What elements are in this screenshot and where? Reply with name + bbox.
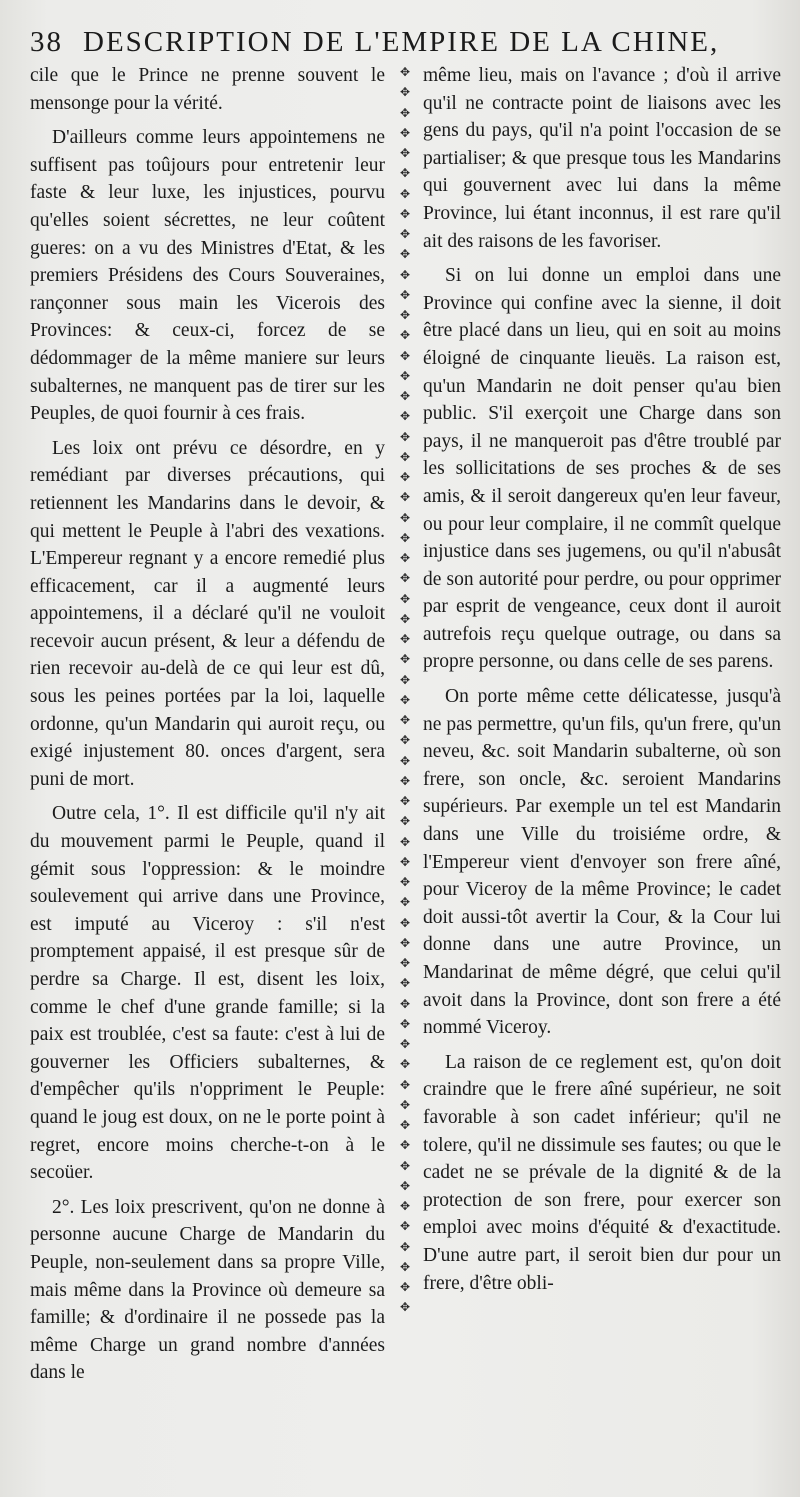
ornament-glyph: ✥ (399, 713, 411, 727)
ornament-glyph: ✥ (399, 65, 411, 79)
ornament-glyph: ✥ (399, 389, 411, 403)
ornament-glyph: ✥ (399, 1239, 411, 1254)
paragraph: On porte même cette délicatesse, jusqu'à ne pas permettre, qu'un fils, qu'un frere, qu'un neveu, &c. soit Mandarin subalterne, où son frere, son oncle, &c. seroient Mandarins supérieurs. Par exemple un tel est Mandarin dans une Ville du troisiéme ordre, & l'Empereur vient d'envoyer son frere aîné, pour Viceroy de la même Province; le cadet doit aussi-tôt avertir la Cour, & la Cour lui donne dans une autre Province, un Mandarinat de même dégré, que celui qu'il avoit dans la Province, dont son frere a été nommé Viceroy. (423, 686, 781, 1039)
ornament-glyph: ✥ (399, 652, 411, 667)
ornament-glyph: ✥ (399, 854, 411, 869)
ornament-glyph: ✥ (399, 1097, 411, 1112)
right-column (423, 62, 781, 1297)
running-head (30, 22, 800, 62)
paragraph: D'ailleurs comme leurs appointemens ne suffisent pas toûjours pour entretenir leur faste & leur luxe, les injustices, pourvu qu'elles soient sécrettes, ne leur coûtent gueres: on a vu des Ministres d'Etat, & les premiers Présidens des Cours Souveraines, rançonner sous main les Vicerois des Provinces: & ceux-ci, forcez de se dédommager de la même maniere sur leurs subalternes, ne manquent pas de tirer sur les Peuples, de quoi fournir à ces frais. (30, 127, 385, 425)
paragraph: Outre cela, 1°. Il est difficile qu'il n'y ait du mouvement parmi le Peuple, quand il gémit sous l'oppression: & le moindre soulevement qui arrive dans une Province, est imputé au Viceroy : s'il n'est promptement appaisé, il est presque sûr de perdre sa Charge. Il est, disent les loix, comme le chef d'une grande famille; si la paix est troublée, c'est sa faute: c'est à lui de gouverner les Officiers subalternes, & d'empêcher qu'ils n'oppriment le Peuple: quand le joug est doux, on ne le porte point à regret, encore moins cherche-t-on à le secoüer. (30, 803, 385, 1184)
ornament-glyph: ✥ (399, 328, 411, 343)
ornament-glyph: ✥ (399, 632, 411, 646)
ornament-glyph: ✥ (399, 186, 411, 201)
ornament-glyph: ✥ (399, 875, 411, 889)
ornament-glyph: ✥ (399, 1158, 411, 1173)
paragraph: La raison de ce reglement est, qu'on doit craindre que le frere aîné supérieur, ne soit favorable à son cadet inférieur; qu'il ne tolere, qu'il ne dissimule ses fautes; ou que le cadet ne se prévale de la dignité & de la protection de son frere, pour exercer son emploi avec moins d'équité & d'exactitude. D'une autre part, il seroit bien dur pour un frere, d'être obli- (423, 1051, 781, 1294)
ornament-glyph: ✥ (399, 1138, 411, 1153)
ornament-glyph: ✥ (399, 449, 411, 464)
ornament-glyph: ✥ (399, 773, 411, 788)
ornament-glyph: ✥ (399, 227, 411, 241)
ornament-glyph: ✥ (399, 692, 411, 707)
ornament-glyph: ✥ (399, 470, 411, 484)
ornament-glyph: ✥ (399, 1178, 411, 1193)
ornament-glyph: ✥ (399, 125, 411, 140)
paragraph: Les loix ont prévu ce désordre, en y remédiant par diverses précautions, qui retiennent les Mandarins dans le devoir, & qui mettent le Peuple à l'abri des vexations. L'Empereur regnant y a encore remedié plus efficacement, car il a augmenté leurs appointemens, il a déclaré qu'il ne vouloit recevoir aucun présent, & leur a défendu de rien recevoir au-delà de ce qui leur est dû, sous les peines portées par la loi, laquelle ordonne, qu'un Mandarin qui auroit reçu, ou exigé injustement 80. onces d'argent, sera puni de mort. (30, 437, 385, 790)
ornament-glyph: ✥ (399, 1077, 411, 1092)
ornament-glyph: ✥ (399, 146, 411, 160)
ornament-glyph: ✥ (399, 1219, 411, 1234)
ornament-glyph: ✥ (399, 794, 411, 808)
ornament-glyph: ✥ (399, 915, 411, 930)
ornament-glyph: ✥ (399, 551, 411, 565)
paragraph: cile que le Prince ne prenne souvent le mensonge pour la vérité. (30, 65, 385, 114)
ornament-glyph: ✥ (399, 368, 411, 383)
ornament-glyph: ✥ (399, 1280, 411, 1294)
paragraph: Si on lui donne un emploi dans une Province qui confine avec la sienne, il doit être placé dans un lieu, qui en soit au moins éloigné de cinquante lieuës. La raison est, qu'un Mandarin ne doit penser qu'au bien public. S'il exerçoit une Charge dans son pays, il ne manqueroit pas d'être troublé par les sollicitations de ses proches & de ses amis, & il seroit dangereux qu'en leur faveur, ou pour leur complaire, il ne commît quelque injustice dans ses jugemens, ou qu'il n'abusât de son autorité pour perdre, ou pour opprimer par esprit de vengeance, ceux dont il auroit autrefois reçu quelque outrage, ou dans sa propre personne, ou dans celle de ses parens. (423, 265, 781, 673)
ornament-glyph: ✥ (399, 1016, 411, 1031)
ornament-glyph: ✥ (399, 530, 411, 545)
column-divider-ornament (396, 66, 414, 1316)
paragraph: 2°. Les loix prescrivent, qu'on ne donne à personne aucune Charge de Mandarin du Peuple, non-seulement dans sa propre Ville, mais même dans la Province où demeure sa famille; & d'ordinaire il ne possede pas la même Charge un grand nombre d'années dans le (30, 1196, 385, 1384)
ornament-glyph: ✥ (399, 1199, 411, 1213)
ornament-glyph: ✥ (399, 1057, 411, 1072)
ornament-glyph: ✥ (399, 1300, 411, 1315)
ornament-glyph: ✥ (399, 571, 411, 586)
ornament-glyph: ✥ (399, 348, 411, 363)
ornament-glyph: ✥ (399, 206, 411, 221)
ornament-glyph: ✥ (399, 105, 411, 120)
ornament-glyph: ✥ (399, 996, 411, 1011)
ornament-glyph: ✥ (399, 956, 411, 970)
ornament-glyph: ✥ (399, 166, 411, 181)
ornament-glyph: ✥ (399, 611, 411, 626)
ornament-glyph: ✥ (399, 1118, 411, 1132)
ornament-glyph: ✥ (399, 591, 411, 606)
ornament-glyph: ✥ (399, 753, 411, 768)
ornament-glyph: ✥ (399, 409, 411, 424)
ornament-glyph: ✥ (399, 935, 411, 950)
ornament-glyph: ✥ (399, 308, 411, 322)
ornament-glyph: ✥ (399, 834, 411, 849)
left-column (30, 62, 385, 1387)
running-title: DESCRIPTION DE L'EMPIRE DE LA CHINE, (83, 26, 720, 58)
page-number: 38 (30, 26, 63, 58)
ornament-glyph: ✥ (399, 672, 411, 687)
ornament-glyph: ✥ (399, 814, 411, 829)
ornament-glyph: ✥ (399, 490, 411, 505)
ornament-glyph: ✥ (399, 510, 411, 525)
ornament-glyph: ✥ (399, 85, 411, 100)
ornament-glyph: ✥ (399, 429, 411, 444)
ornament-glyph: ✥ (399, 733, 411, 748)
paragraph: même lieu, mais on l'avance ; d'où il arrive qu'il ne contracte point de liaisons avec les gens du pays, qu'il n'a point l'occasion de se partialiser; & que presque tous les Mandarins qui gouvernent avec lui dans la même Province, lui étant inconnus, il est rare qu'il ait des raisons de les favoriser. (423, 65, 781, 252)
ornament-glyph: ✥ (399, 895, 411, 910)
ornament-glyph: ✥ (399, 267, 411, 282)
ornament-glyph: ✥ (399, 287, 411, 302)
ornament-glyph: ✥ (399, 1259, 411, 1274)
ornament-glyph: ✥ (399, 976, 411, 991)
ornament-glyph: ✥ (399, 1037, 411, 1051)
ornament-glyph: ✥ (399, 247, 411, 262)
